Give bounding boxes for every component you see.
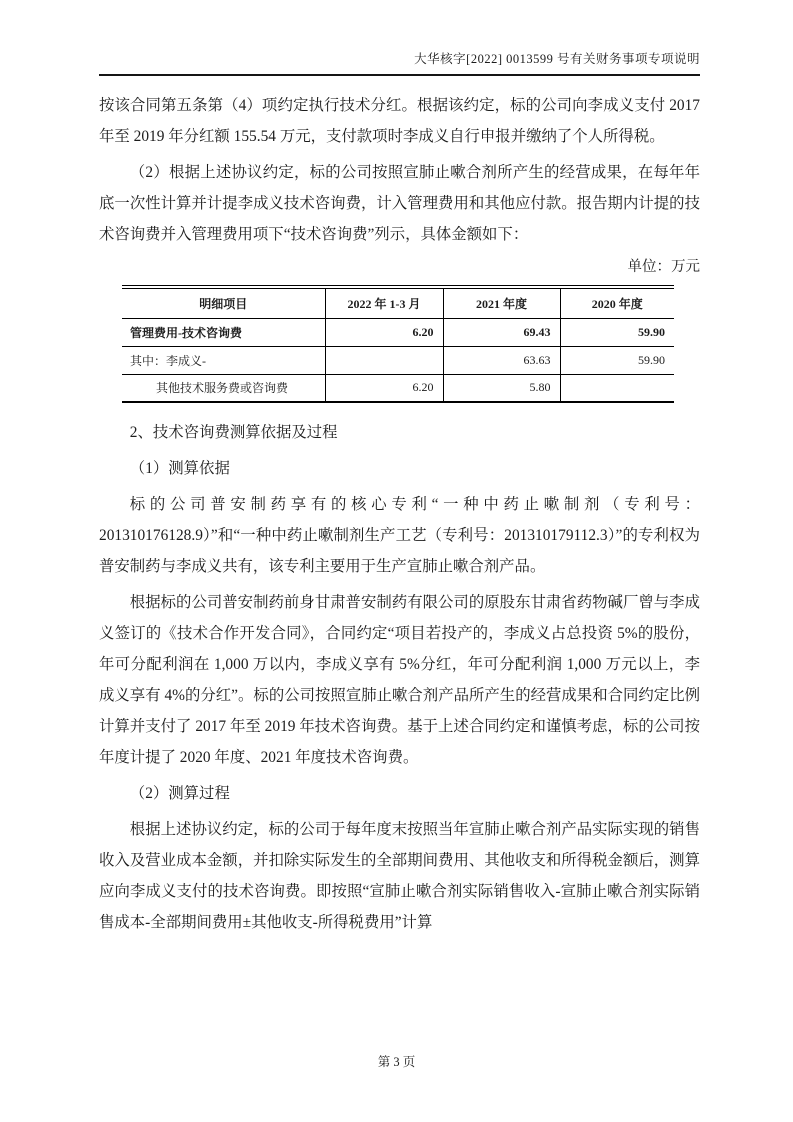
header-title: 大华核字[2022] 0013599 号有关财务事项专项说明 [414,52,700,66]
document-body [99,90,700,938]
paragraph-dividend-payment: 按该合同第五条第（4）项约定执行技术分红。根据该约定，标的公司向李成义支付 2017 年至 2019 年分红额 155.54 万元，支付款项时李成义自行申报并缴纳了个人所得税。 [99,97,700,145]
paragraph-calculation: 根据上述协议约定，标的公司于每年度末按照当年宣肺止嗽合剂产品实际实现的销售收入及营业成本金额，并扣除实际发生的全部期间费用、其他收支和所得税金额后，测算应向李成义支付的技术咨询费。即按照“宣肺止嗽合剂实际销售收入-宣肺止嗽合剂实际销售成本-全部期间费用±其他收支-所得税费用”计算 [99,821,700,931]
paragraph-contract: 根据标的公司普安制药前身甘肃普安制药有限公司的原股东甘肃省药物碱厂曾与李成义签订的《技术合作开发合同》，合同约定“项目若投产的，李成义占总投资 5%的股份，年可分配利润在 1,000 万以内，李成义享有 5%分红，年可分配利润 1,000 万元以上，李成义享有 4%的分红”。标的公司按照宣肺止嗽合剂产品所产生的经营成果和合同约定比例计算并支付了 2017 年至 2019 年技术咨询费。基于上述合同约定和谨慎考虑，标的公司按年度计提了 2020 年度、2021 年度技术咨询费。 [99,594,700,766]
cell-value: 69.43 [443,318,560,346]
page-number: 第 3 页 [377,1055,416,1069]
column-header-item: 明细项目 [122,287,325,318]
row-label: 管理费用-技术咨询费 [122,318,325,346]
document-header [99,50,700,76]
table-row-li-chengyi [122,346,674,374]
table-row-other-fees [122,374,674,402]
table-row-admin-fee [122,318,674,346]
cell-value: 6.20 [325,318,443,346]
subsection-heading-process: （2）测算过程 [129,785,230,802]
cell-value [560,374,674,402]
paragraph-fee-accrual: （2）根据上述协议约定，标的公司按照宣肺止嗽合剂所产生的经营成果，在每年年底一次性计算并计提李成义技术咨询费，计入管理费用和其他应付款。报告期内计提的技术咨询费并入管理费用项下“技术咨询费”列示，具体金额如下： [99,164,700,243]
column-header-2021: 2021 年度 [443,287,560,318]
unit-label: 单位：万元 [627,259,700,275]
cell-value [325,346,443,374]
row-label: 其中：李成义- [122,346,325,374]
cell-value: 59.90 [560,318,674,346]
row-label: 其他技术服务费或咨询费 [156,381,289,396]
cell-value: 59.90 [560,346,674,374]
table-header-row [122,287,674,318]
fee-table [122,285,674,403]
cell-value: 5.80 [443,374,560,402]
section-heading-2: 2、技术咨询费测算依据及过程 [129,424,338,441]
paragraph-patent: 标的公司普安制药享有的核心专利“一种中药止嗽制剂（专利号：201310176128.9）”和“一种中药止嗽制剂生产工艺（专利号：201310179112.3）”的专利权为普安制药与李成义共有，该专利主要用于生产宣肺止嗽合剂产品。 [99,496,700,575]
column-header-2022q1: 2022 年 1-3 月 [325,287,443,318]
column-header-2020: 2020 年度 [560,287,674,318]
subsection-heading-basis: （1）测算依据 [129,460,230,477]
cell-value: 63.63 [443,346,560,374]
cell-value: 6.20 [325,374,443,402]
